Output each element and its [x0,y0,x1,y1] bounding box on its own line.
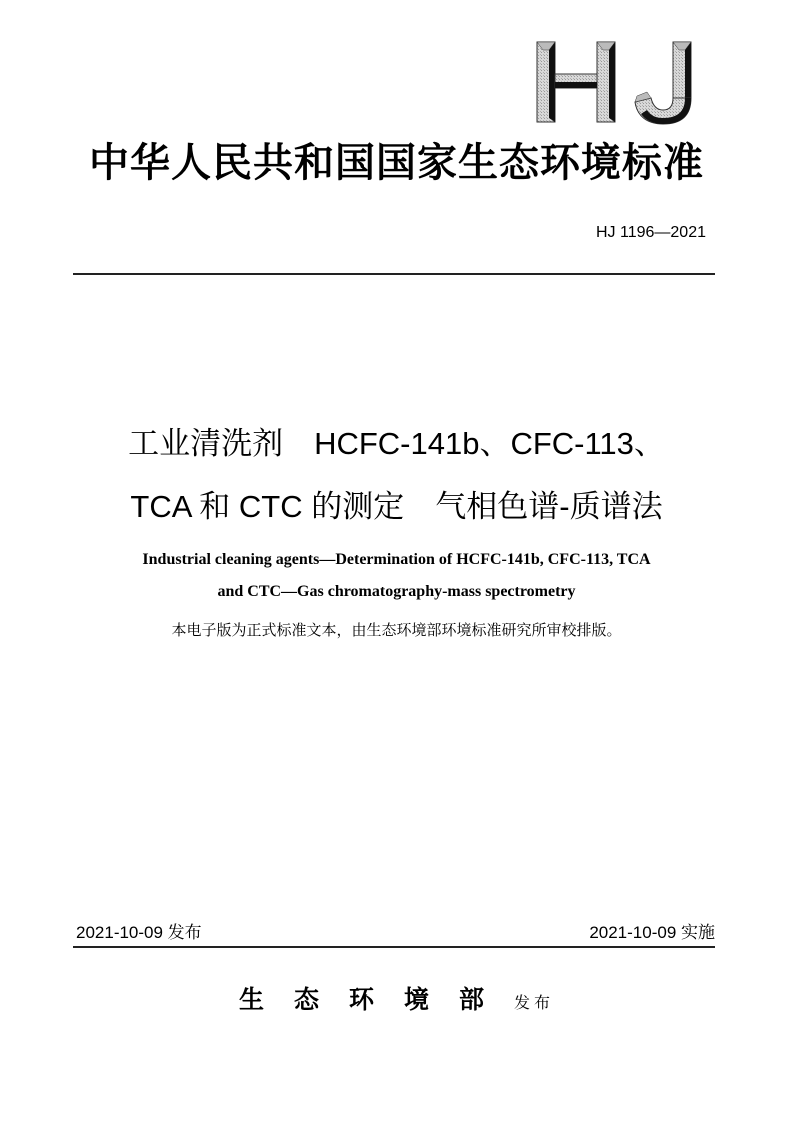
issuer-suffix: 发布 [514,993,555,1012]
issuer-name: 生态环境部 [238,985,514,1014]
title-en-line2: and CTC—Gas chromatography-mass spectrometry [217,583,576,600]
electronic-version-note: 本电子版为正式标准文本，由生态环境部环境标准研究所审校排版。 [171,621,622,639]
top-divider [73,273,715,275]
issuer [0,984,793,1019]
bottom-divider [73,946,715,948]
standard-code: HJ 1196—2021 [596,224,706,241]
hj-logo [535,40,695,125]
hj-logo-icon [535,40,695,125]
title-en-line1: Industrial cleaning agents—Determination of HCFC-141b, CFC-113, TCA [142,551,651,568]
standard-category-title: 中华人民共和国国家生态环境标准 [89,139,704,186]
title-zh-line1: 工业清洗剂 HCFC-141b、CFC-113、 [128,426,665,461]
issue-date: 2021-10-09 发布 [76,923,202,942]
title-zh-line2: TCA 和 CTC 的测定 气相色谱-质谱法 [130,489,663,524]
implementation-date: 2021-10-09 实施 [589,923,715,942]
